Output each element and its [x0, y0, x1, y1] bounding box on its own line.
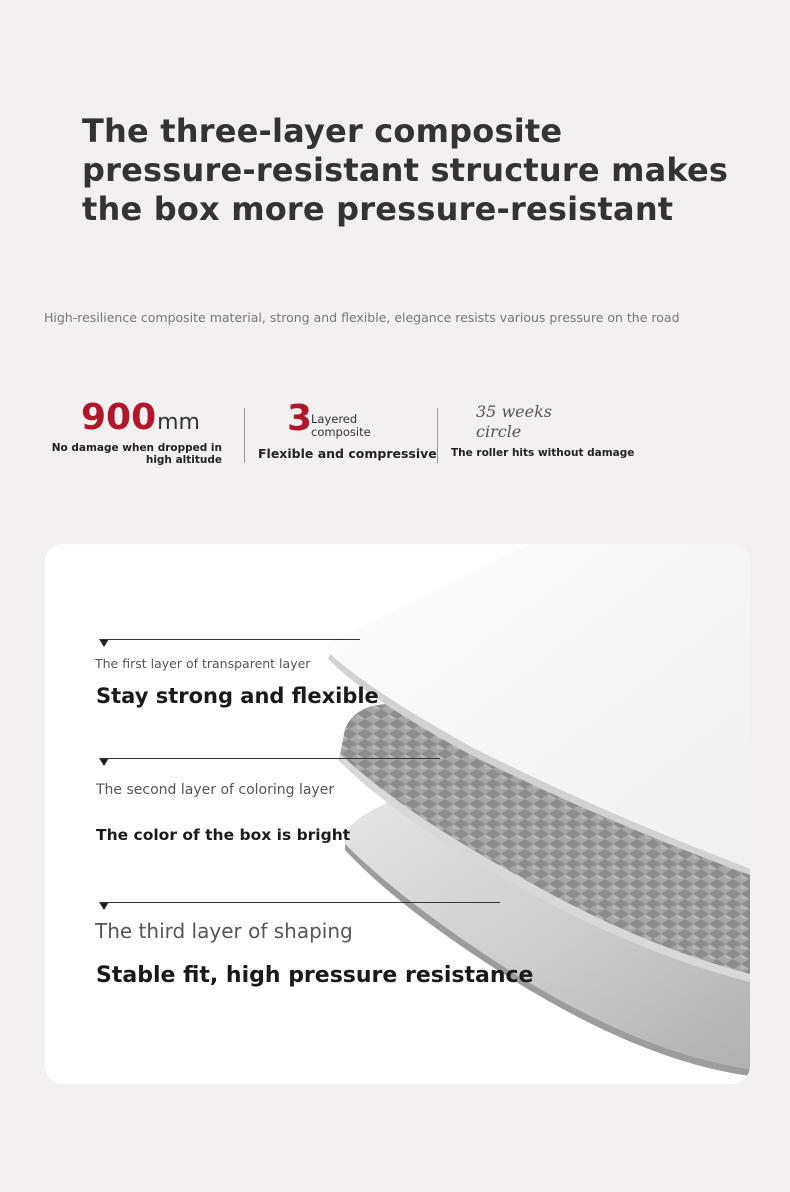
stat-drop-desc: No damage when dropped in high altitude: [51, 442, 222, 466]
arrow-down-icon: [99, 902, 109, 910]
layer-structure-card: [45, 544, 750, 1084]
stat-roller-desc: The roller hits without damage: [451, 447, 635, 459]
arrow-down-icon: [99, 639, 109, 647]
stat-layers-value: 3: [287, 398, 313, 439]
stat-divider: [244, 408, 245, 463]
pointer-line: [100, 902, 500, 903]
pointer-line: [100, 758, 440, 759]
stat-drop-unit: mm: [157, 410, 200, 435]
stat-roller-handwritten: 35 weeks circle: [476, 402, 552, 441]
pointer-line: [100, 639, 360, 640]
stat-layers-desc: Flexible and compressive: [258, 446, 437, 461]
layer-illustration: [45, 544, 750, 1084]
stat-drop: [30, 395, 222, 475]
arrow-down-icon: [99, 758, 109, 766]
stat-divider: [437, 408, 438, 463]
stats-row: [0, 395, 790, 475]
stat-layers: [255, 395, 437, 475]
layer-caption: Stable fit, high pressure resistance: [96, 963, 534, 988]
stat-layers-label: Layered composite: [311, 412, 371, 439]
page-title: The three-layer composite pressure-resistant structure makes the box more pressure-resistant: [82, 112, 729, 228]
layer-heading: The second layer of coloring layer: [96, 782, 335, 798]
layer-heading: The first layer of transparent layer: [95, 656, 311, 671]
layer-caption: Stay strong and flexible: [96, 684, 379, 708]
stat-drop-value-group: [81, 398, 200, 443]
stat-drop-value: 900: [80, 397, 157, 438]
page-subtitle: High-resilience composite material, strong and flexible, elegance resists various pressure on the road: [44, 310, 680, 325]
stat-roller: [445, 395, 645, 475]
layer-caption: The color of the box is bright: [96, 826, 351, 844]
layer-heading: The third layer of shaping: [95, 919, 353, 943]
